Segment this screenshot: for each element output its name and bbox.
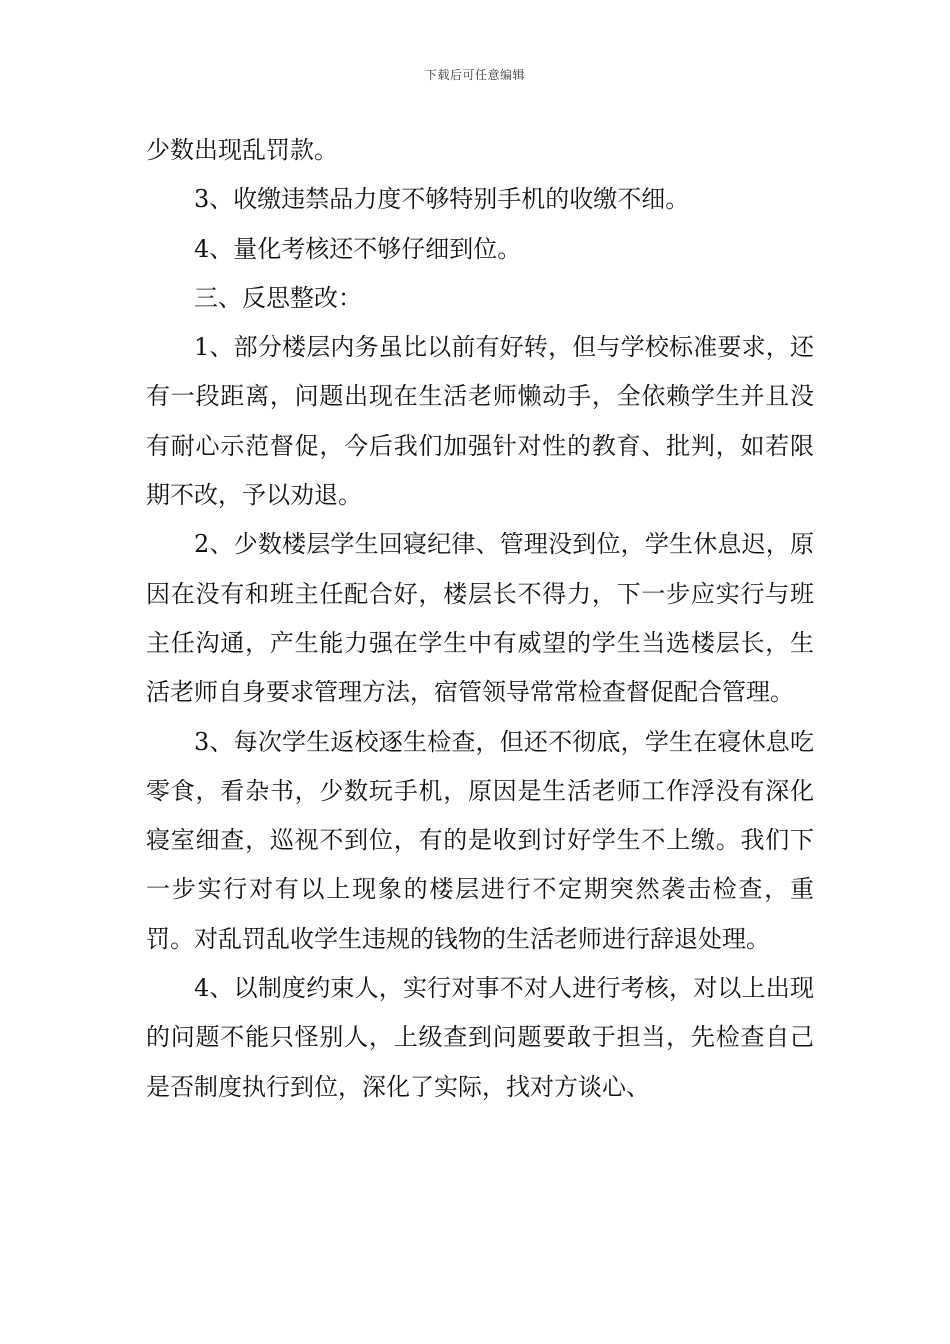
paragraph-rectify-4: 4、以制度约束人，实行对事不对人进行考核，对以上出现的问题不能只怪别人，上级查到问题要敢于担当，先检查自己是否制度执行到位，深化了实际，找对方谈心、 [146,974,814,1101]
paragraph-rectify-1: 1、部分楼层内务虽比以前有好转，但与学校标准要求，还有一段距离，问题出现在生活老师懒动手，全依赖学生并且没有耐心示范督促，今后我们加强针对性的教育、批判，如若限期不改，予以劝退。 [146,333,814,510]
paragraph-rectify-2: 2、少数楼层学生回寝纪律、管理没到位，学生休息迟，原因在没有和班主任配合好，楼层长不得力，下一步应实行与班主任沟通，产生能力强在学生中有威望的学生当选楼层长，生活老师自身要求管理方法，宿管领导常常检查督促配合管理。 [146,530,814,707]
paragraph-rectify-3: 3、每次学生返校逐生检查，但还不彻底，学生在寝休息吃零食，看杂书，少数玩手机，原因是生活老师工作浮没有深化寝室细查，巡视不到位，有的是收到讨好学生不上缴。我们下一步实行对有以上现象的楼层进行不定期突然袭击检查，重罚。对乱罚乱收学生违规的钱物的生活老师进行辞退处理。 [146,727,814,953]
document-body [146,126,814,1112]
section-heading-reflection: 三、反思整改： [194,283,362,312]
paragraph-item-3: 3、收缴违禁品力度不够特别手机的收缴不细。 [194,185,690,214]
paragraph-item-4: 4、量化考核还不够仔细到位。 [194,234,522,263]
page-header: 下载后可任意编辑 [424,68,525,82]
paragraph-continuation: 少数出现乱罚款。 [146,136,338,164]
